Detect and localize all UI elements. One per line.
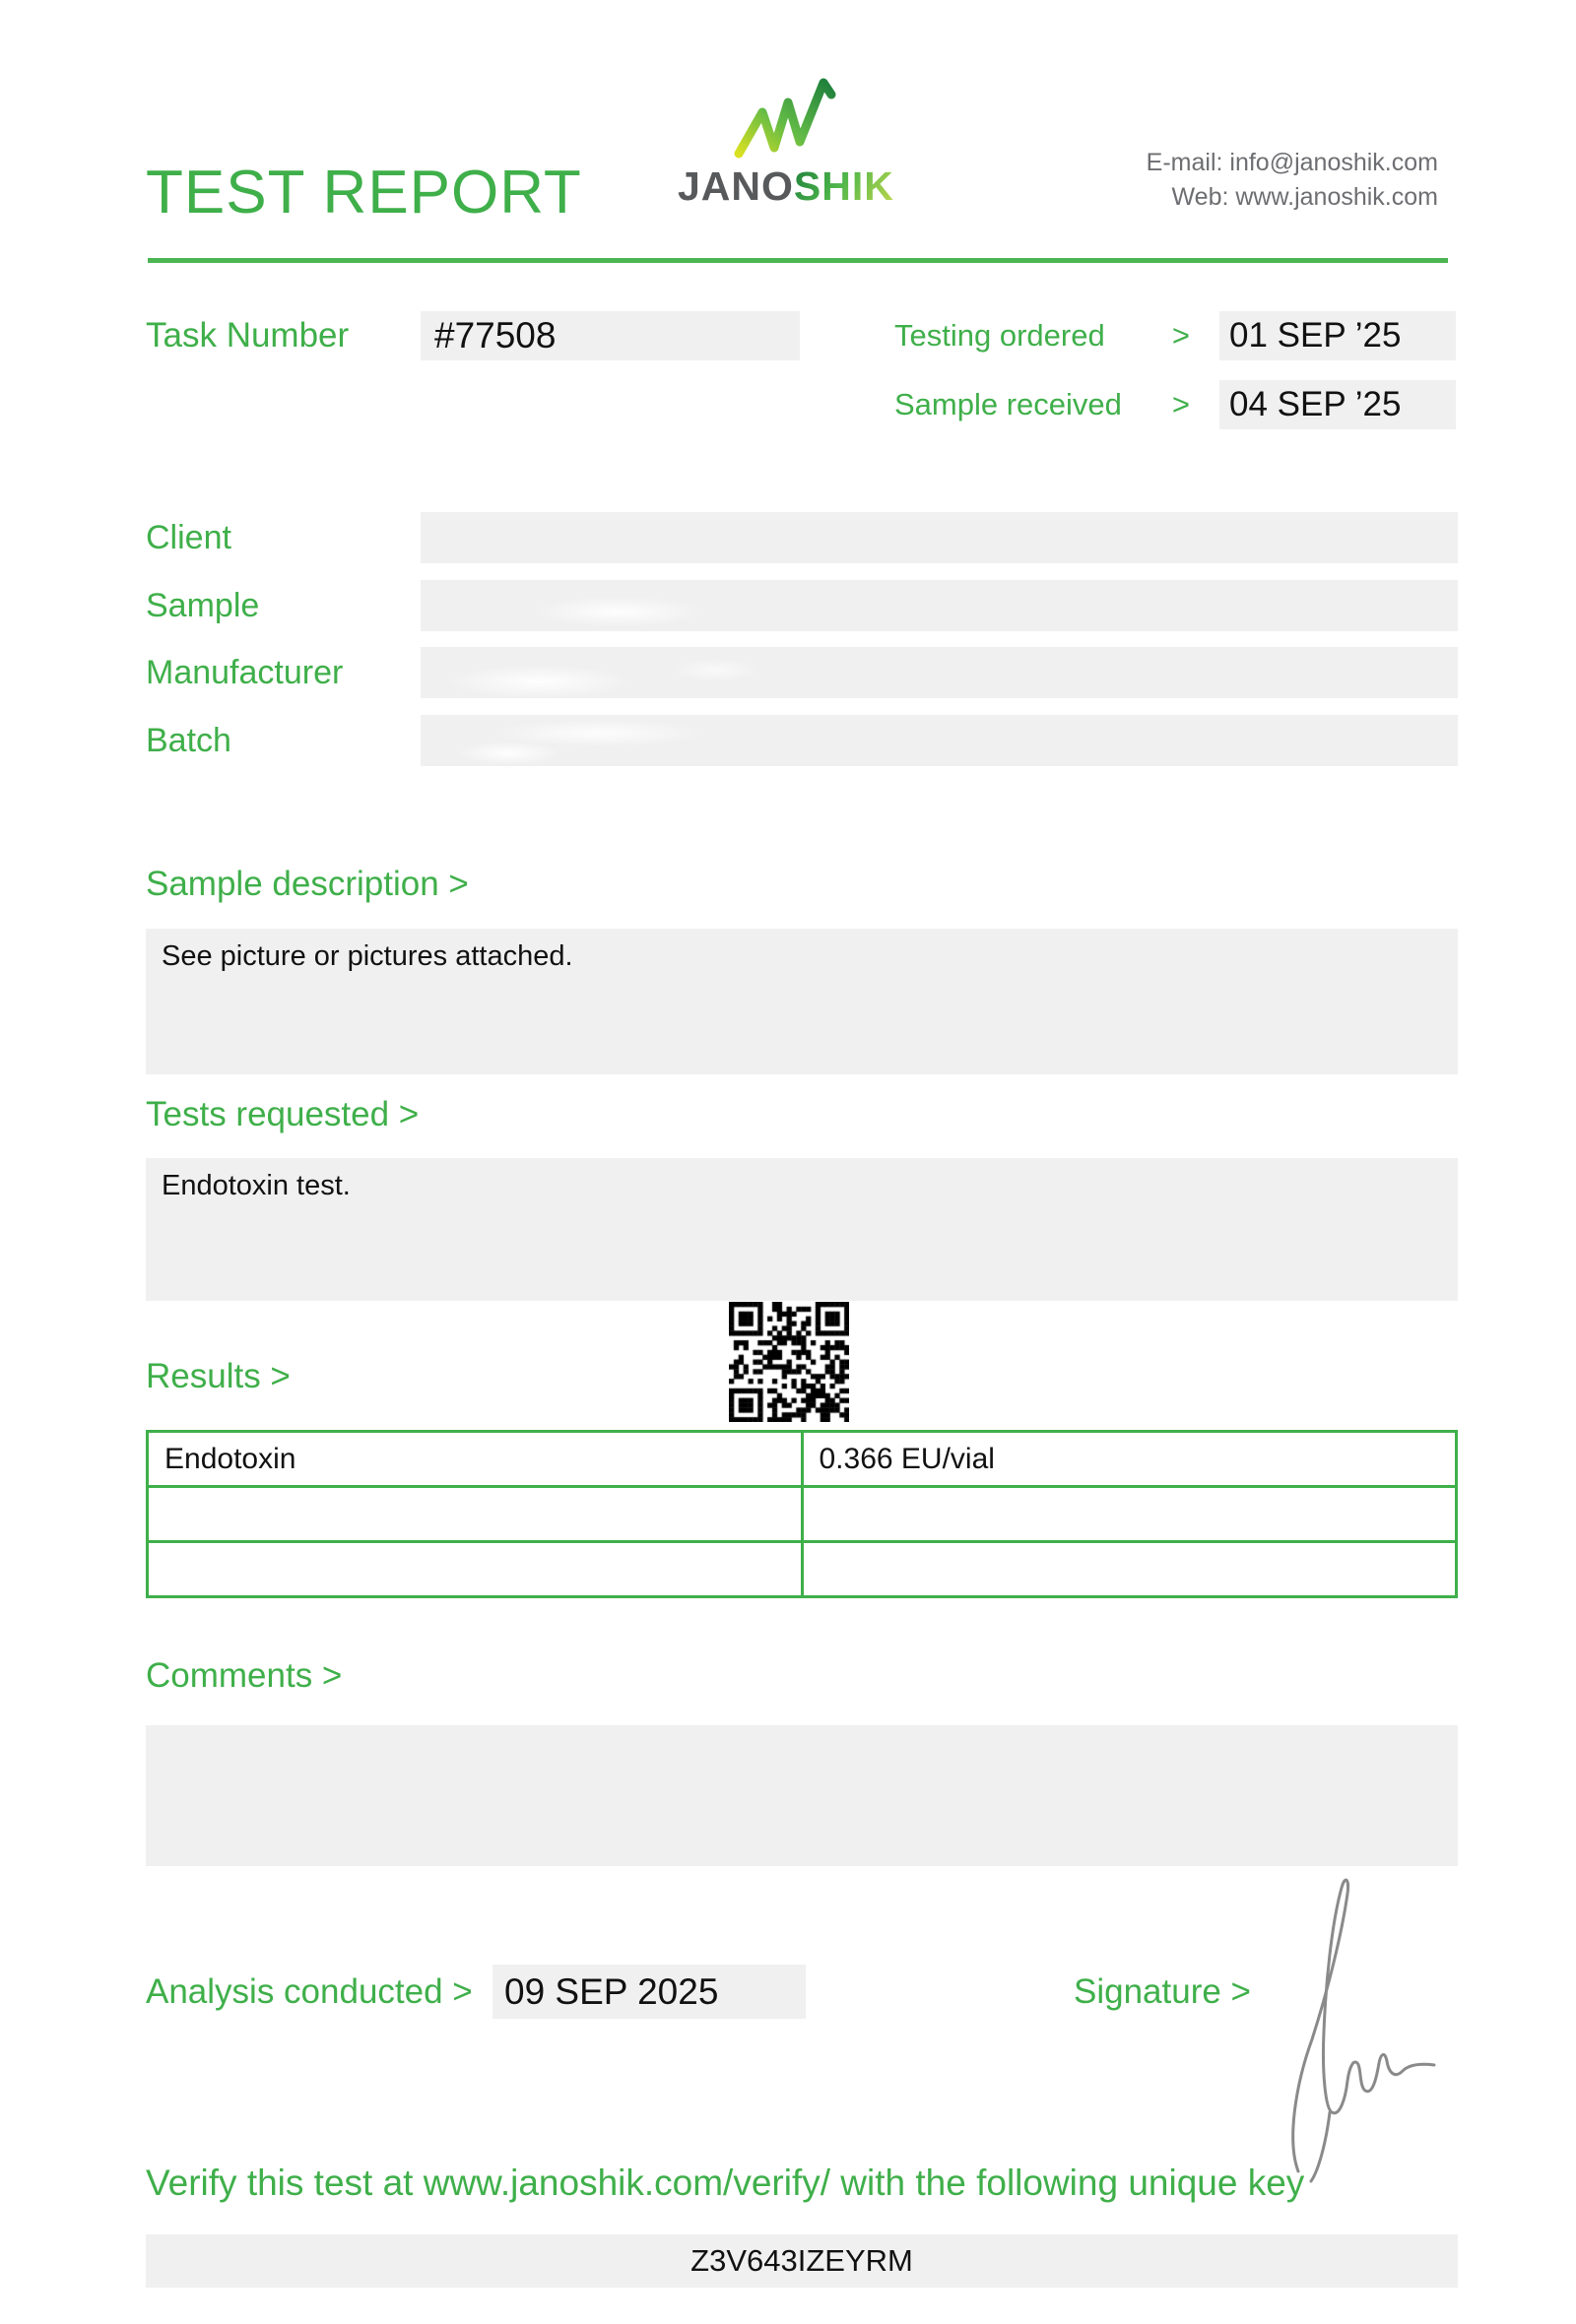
page-title: TEST REPORT <box>146 159 582 226</box>
client-value-box <box>421 512 1458 563</box>
sample-received-row <box>894 380 1190 429</box>
sample-received-label: Sample received <box>894 387 1122 421</box>
arrow-icon: > <box>1171 387 1190 421</box>
task-number-box <box>421 311 800 360</box>
contact-web: Web: www.janoshik.com <box>1171 183 1438 211</box>
analysis-date-box <box>492 1965 806 2019</box>
qr-code <box>729 1302 849 1422</box>
comments-content <box>146 1725 1458 1737</box>
table-row <box>148 1487 1457 1542</box>
sample-value-box <box>421 580 1458 631</box>
task-number-label: Task Number <box>146 316 350 355</box>
sample-label: Sample <box>146 587 260 624</box>
contact-email: E-mail: info@janoshik.com <box>1146 149 1438 176</box>
sample-description-box <box>146 929 1458 1074</box>
sample-received-value: 04 SEP ’25 <box>1229 385 1402 423</box>
table-row <box>148 1432 1457 1487</box>
testing-ordered-box <box>1219 311 1456 360</box>
client-label: Client <box>146 519 231 556</box>
result-name-cell <box>148 1487 803 1542</box>
tests-requested-heading: Tests requested > <box>146 1095 420 1133</box>
batch-value-box <box>421 715 1458 766</box>
result-value-cell <box>802 1542 1457 1597</box>
verify-text: Verify this test at www.janoshik.com/verify/ with the following unique key <box>146 2163 1305 2203</box>
result-value-cell <box>802 1487 1457 1542</box>
comments-box <box>146 1725 1458 1866</box>
task-number-value: #77508 <box>434 315 557 355</box>
result-value-cell: 0.366 EU/vial <box>802 1432 1457 1487</box>
sample-received-box <box>1219 380 1456 429</box>
arrow-icon: > <box>1171 318 1190 353</box>
tests-requested-content: Endotoxin test. <box>162 1170 351 1201</box>
contact-block <box>1005 146 1438 215</box>
header-divider <box>148 258 1448 263</box>
sample-description-heading: Sample description > <box>146 865 469 903</box>
comments-heading: Comments > <box>146 1656 343 1695</box>
results-heading: Results > <box>146 1357 291 1395</box>
testing-ordered-value: 01 SEP ’25 <box>1229 316 1402 355</box>
analysis-date: 09 SEP 2025 <box>504 1971 719 2012</box>
signature-label: Signature > <box>1074 1972 1251 2011</box>
result-name-cell: Endotoxin <box>148 1432 803 1487</box>
table-row <box>148 1542 1457 1597</box>
result-name-cell <box>148 1542 803 1597</box>
testing-ordered-row <box>894 311 1190 360</box>
manufacturer-label: Manufacturer <box>146 654 344 691</box>
brand-logo <box>678 163 894 210</box>
verify-key: Z3V643IZEYRM <box>690 2243 913 2278</box>
brand-jano: JANO <box>678 163 794 209</box>
verify-key-box <box>146 2234 1458 2288</box>
brand-shik: SHIK <box>793 163 894 209</box>
results-table <box>146 1430 1458 1598</box>
tests-requested-box <box>146 1158 1458 1301</box>
sample-description-content: See picture or pictures attached. <box>162 940 573 972</box>
testing-ordered-label: Testing ordered <box>894 318 1105 353</box>
analysis-conducted-label: Analysis conducted > <box>146 1972 473 2011</box>
manufacturer-value-box <box>421 647 1458 698</box>
batch-label: Batch <box>146 722 231 759</box>
chart-growth-icon <box>731 75 849 161</box>
signature-image <box>1269 1864 1441 2189</box>
